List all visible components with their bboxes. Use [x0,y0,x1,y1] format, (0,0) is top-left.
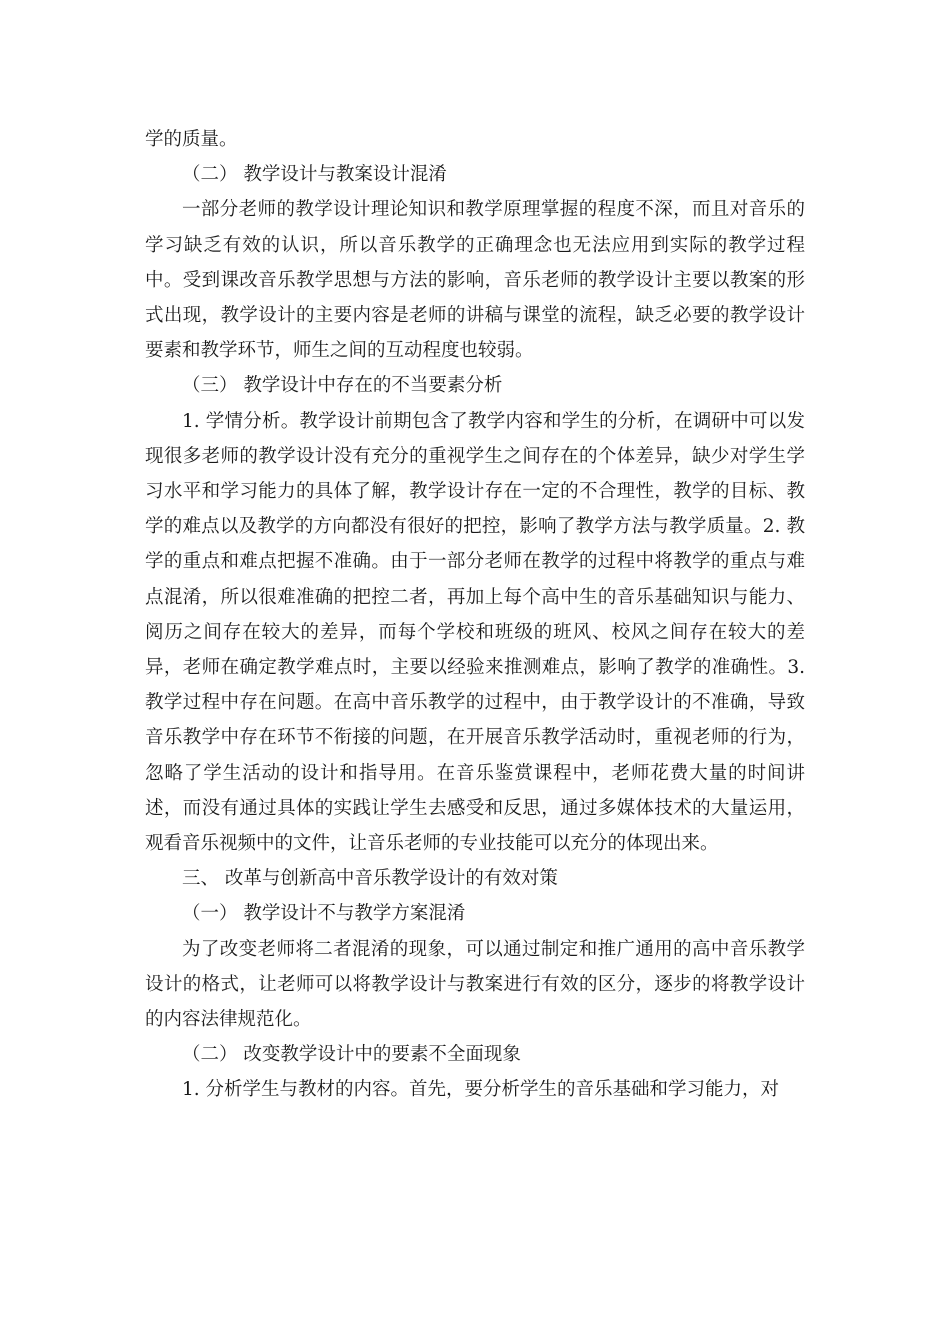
section-heading-2-3: （三） 教学设计中存在的不当要素分析 [182,375,503,397]
paragraph: 为了改变老师将二者混淆的现象，可以通过制定和推广通用的高中音乐教学设计的格式，让老师可以将教学设计与教案进行有效的区分，逐步的将教学设计的内容法律规范化。 [145,938,805,1031]
section-heading-3-2: （二） 改变教学设计中的要素不全面现象 [182,1044,521,1066]
paragraph: 1. 学情分析。教学设计前期包含了教学内容和学生的分析，在调研中可以发现很多老师的教学设计没有充分的重视学生之间存在的个体差异，缺少对学生学习水平和学习能力的具体了解，教学设计存在一定的不合理性，教学的目标、教学的难点以及教学的方向都没有很好的把控，影响了教学方法与教学质量。2. 教学的重点和难点把握不准确。由于一部分老师在教学的过程中将教学的重点与难点混淆，所以很难准确的把控二者，再加上每个高中生的音乐基础知识与能力、阅历之间存在较大的差异，而每个学校和班级的班风、校风之间存在较大的差异，老师在确定教学难点时，主要以经验来推测难点，影响了教学的准确性。3. 教学过程中存在问题。在高中音乐教学的过程中，由于教学设计的不准确，导致音乐教学中存在环节不衔接的问题，在开展音乐教学活动时，重视老师的行为，忽略了学生活动的设计和指导用。在音乐鉴赏课程中，老师花费大量的时间讲述，而没有通过具体的实践让学生去感受和反思，通过多媒体技术的大量运用，观看音乐视频中的文件，让音乐老师的专业技能可以充分的体现出来。 [145,410,805,855]
paragraph-continuation: 学的质量。 [145,129,238,150]
section-heading-3-1: （一） 教学设计不与教学方案混淆 [182,903,466,925]
paragraph: 1. 分析学生与教材的内容。首先，要分析学生的音乐基础和学习能力，对 [182,1079,780,1101]
section-heading-2-2: （二） 教学设计与教案设计混淆 [182,164,447,186]
body-text [145,122,805,1108]
section-heading-3: 三、 改革与创新高中音乐教学设计的有效对策 [182,868,558,890]
paragraph: 一部分老师的教学设计理论知识和教学原理掌握的程度不深，而且对音乐的学习缺乏有效的认识，所以音乐教学的正确理念也无法应用到实际的教学过程中。受到课改音乐教学思想与方法的影响，音乐老师的教学设计主要以教案的形式出现，教学设计的主要内容是老师的讲稿与课堂的流程，缺乏必要的教学设计要素和教学环节，师生之间的互动程度也较弱。 [145,199,805,362]
